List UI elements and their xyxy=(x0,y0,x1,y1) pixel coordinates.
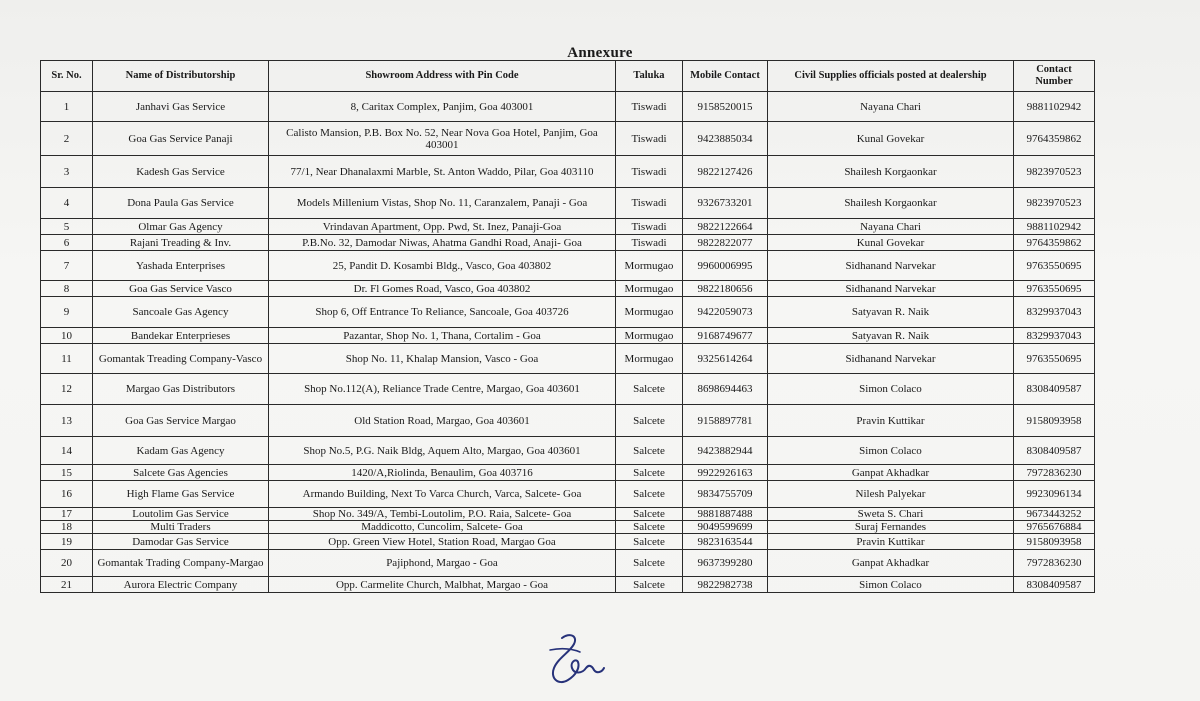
contact-cell: 8329937043 xyxy=(1014,328,1095,344)
contact-cell: 8329937043 xyxy=(1014,297,1095,328)
address-cell: Vrindavan Apartment, Opp. Pwd, St. Inez, Panaji-Goa xyxy=(269,219,616,235)
taluka-cell: Salcete xyxy=(616,437,683,465)
official-cell: Ganpat Akhadkar xyxy=(768,465,1014,481)
official-cell: Kunal Govekar xyxy=(768,235,1014,251)
sr-no-cell: 6 xyxy=(41,235,93,251)
mobile-cell: 9834755709 xyxy=(683,481,768,508)
distributorship-name-cell: Damodar Gas Service xyxy=(93,534,269,550)
table-row xyxy=(41,437,1095,465)
col-header-address: Showroom Address with Pin Code xyxy=(269,61,616,92)
contact-cell: 9823970523 xyxy=(1014,156,1095,188)
mobile-cell: 9422059073 xyxy=(683,297,768,328)
page-title: Annexure xyxy=(567,45,633,61)
official-cell: Nayana Chari xyxy=(768,219,1014,235)
taluka-cell: Salcete xyxy=(616,508,683,521)
taluka-cell: Tiswadi xyxy=(616,122,683,156)
address-cell: Maddicotto, Cuncolim, Salcete- Goa xyxy=(269,521,616,534)
table-row xyxy=(41,521,1095,534)
table-row xyxy=(41,405,1095,437)
table-row xyxy=(41,550,1095,577)
sr-no-cell: 9 xyxy=(41,297,93,328)
distributorship-name-cell: Salcete Gas Agencies xyxy=(93,465,269,481)
mobile-cell: 9822180656 xyxy=(683,281,768,297)
official-cell: Shailesh Korgaonkar xyxy=(768,188,1014,219)
taluka-cell: Mormugao xyxy=(616,281,683,297)
official-cell: Sweta S. Chari xyxy=(768,508,1014,521)
mobile-cell: 8698694463 xyxy=(683,374,768,405)
mobile-cell: 9822982738 xyxy=(683,577,768,593)
distributorship-name-cell: Multi Traders xyxy=(93,521,269,534)
taluka-cell: Tiswadi xyxy=(616,156,683,188)
table-row xyxy=(41,328,1095,344)
address-cell: Old Station Road, Margao, Goa 403601 xyxy=(269,405,616,437)
table-body xyxy=(41,92,1095,593)
col-header-taluka: Taluka xyxy=(616,61,683,92)
sr-no-cell: 10 xyxy=(41,328,93,344)
address-cell: Shop 6, Off Entrance To Reliance, Sancoale, Goa 403726 xyxy=(269,297,616,328)
sr-no-cell: 17 xyxy=(41,508,93,521)
sr-no-cell: 5 xyxy=(41,219,93,235)
sr-no-cell: 3 xyxy=(41,156,93,188)
official-cell: Sidhanand Narvekar xyxy=(768,281,1014,297)
official-cell: Sidhanand Narvekar xyxy=(768,344,1014,374)
address-cell: Opp. Carmelite Church, Malbhat, Margao - Goa xyxy=(269,577,616,593)
mobile-cell: 9960006995 xyxy=(683,251,768,281)
table-row xyxy=(41,156,1095,188)
official-cell: Ganpat Akhadkar xyxy=(768,550,1014,577)
official-cell: Simon Colaco xyxy=(768,577,1014,593)
taluka-cell: Salcete xyxy=(616,521,683,534)
mobile-cell: 9423885034 xyxy=(683,122,768,156)
address-cell: Calisto Mansion, P.B. Box No. 52, Near Nova Goa Hotel, Panjim, Goa 403001 xyxy=(269,122,616,156)
official-cell: Simon Colaco xyxy=(768,374,1014,405)
sr-no-cell: 1 xyxy=(41,92,93,122)
sr-no-cell: 7 xyxy=(41,251,93,281)
mobile-cell: 9823163544 xyxy=(683,534,768,550)
mobile-cell: 9049599699 xyxy=(683,521,768,534)
address-cell: Shop No. 11, Khalap Mansion, Vasco - Goa xyxy=(269,344,616,374)
table-row xyxy=(41,577,1095,593)
col-header-sr-no: Sr. No. xyxy=(41,61,93,92)
mobile-cell: 9158520015 xyxy=(683,92,768,122)
contact-cell: 7972836230 xyxy=(1014,550,1095,577)
mobile-cell: 9881887488 xyxy=(683,508,768,521)
sr-no-cell: 13 xyxy=(41,405,93,437)
taluka-cell: Salcete xyxy=(616,465,683,481)
table-row xyxy=(41,465,1095,481)
address-cell: Dr. Fl Gomes Road, Vasco, Goa 403802 xyxy=(269,281,616,297)
distributorship-name-cell: Loutolim Gas Service xyxy=(93,508,269,521)
official-cell: Kunal Govekar xyxy=(768,122,1014,156)
distributorship-name-cell: Goa Gas Service Panaji xyxy=(93,122,269,156)
contact-cell: 9673443252 xyxy=(1014,508,1095,521)
distributorship-name-cell: Sancoale Gas Agency xyxy=(93,297,269,328)
taluka-cell: Tiswadi xyxy=(616,188,683,219)
taluka-cell: Mormugao xyxy=(616,344,683,374)
table-row xyxy=(41,297,1095,328)
official-cell: Satyavan R. Naik xyxy=(768,297,1014,328)
mobile-cell: 9637399280 xyxy=(683,550,768,577)
contact-cell: 7972836230 xyxy=(1014,465,1095,481)
address-cell: Opp. Green View Hotel, Station Road, Margao Goa xyxy=(269,534,616,550)
contact-cell: 9823970523 xyxy=(1014,188,1095,219)
taluka-cell: Salcete xyxy=(616,550,683,577)
contact-cell: 9763550695 xyxy=(1014,251,1095,281)
official-cell: Sidhanand Narvekar xyxy=(768,251,1014,281)
address-cell: 1420/A,Riolinda, Benaulim, Goa 403716 xyxy=(269,465,616,481)
address-cell: P.B.No. 32, Damodar Niwas, Ahatma Gandhi Road, Anaji- Goa xyxy=(269,235,616,251)
contact-cell: 8308409587 xyxy=(1014,437,1095,465)
col-header-official: Civil Supplies officials posted at dealership xyxy=(768,61,1014,92)
distributorship-name-cell: High Flame Gas Service xyxy=(93,481,269,508)
distributorship-name-cell: Gomantak Treading Company-Vasco xyxy=(93,344,269,374)
distributorship-name-cell: Margao Gas Distributors xyxy=(93,374,269,405)
sr-no-cell: 18 xyxy=(41,521,93,534)
col-header-name: Name of Distributorship xyxy=(93,61,269,92)
sr-no-cell: 2 xyxy=(41,122,93,156)
distributorship-name-cell: Goa Gas Service Margao xyxy=(93,405,269,437)
table-header-row xyxy=(41,61,1095,92)
official-cell: Pravin Kuttikar xyxy=(768,534,1014,550)
table-row xyxy=(41,374,1095,405)
table-row xyxy=(41,344,1095,374)
sr-no-cell: 12 xyxy=(41,374,93,405)
sr-no-cell: 20 xyxy=(41,550,93,577)
table-row xyxy=(41,219,1095,235)
address-cell: Pajiphond, Margao - Goa xyxy=(269,550,616,577)
mobile-cell: 9922926163 xyxy=(683,465,768,481)
mobile-cell: 9822127426 xyxy=(683,156,768,188)
sr-no-cell: 16 xyxy=(41,481,93,508)
contact-cell: 9764359862 xyxy=(1014,122,1095,156)
sr-no-cell: 19 xyxy=(41,534,93,550)
taluka-cell: Tiswadi xyxy=(616,219,683,235)
distributorship-name-cell: Dona Paula Gas Service xyxy=(93,188,269,219)
taluka-cell: Mormugao xyxy=(616,297,683,328)
distributorship-name-cell: Goa Gas Service Vasco xyxy=(93,281,269,297)
table-row xyxy=(41,188,1095,219)
mobile-cell: 9423882944 xyxy=(683,437,768,465)
sr-no-cell: 15 xyxy=(41,465,93,481)
table-row xyxy=(41,281,1095,297)
distributorship-name-cell: Olmar Gas Agency xyxy=(93,219,269,235)
official-cell: Nilesh Palyekar xyxy=(768,481,1014,508)
mobile-cell: 9326733201 xyxy=(683,188,768,219)
contact-cell: 9881102942 xyxy=(1014,219,1095,235)
address-cell: 25, Pandit D. Kosambi Bldg., Vasco, Goa 403802 xyxy=(269,251,616,281)
signature-image xyxy=(540,628,610,693)
table-row xyxy=(41,122,1095,156)
sr-no-cell: 14 xyxy=(41,437,93,465)
contact-cell: 9765676884 xyxy=(1014,521,1095,534)
mobile-cell: 9158897781 xyxy=(683,405,768,437)
distributorship-name-cell: Kadam Gas Agency xyxy=(93,437,269,465)
taluka-cell: Salcete xyxy=(616,374,683,405)
distributorship-name-cell: Aurora Electric Company xyxy=(93,577,269,593)
address-cell: Models Millenium Vistas, Shop No. 11, Caranzalem, Panaji - Goa xyxy=(269,188,616,219)
taluka-cell: Salcete xyxy=(616,534,683,550)
distributorship-name-cell: Bandekar Enterprieses xyxy=(93,328,269,344)
contact-cell: 9764359862 xyxy=(1014,235,1095,251)
taluka-cell: Salcete xyxy=(616,481,683,508)
table-row xyxy=(41,92,1095,122)
address-cell: 8, Caritax Complex, Panjim, Goa 403001 xyxy=(269,92,616,122)
contact-cell: 9763550695 xyxy=(1014,344,1095,374)
contact-cell: 9158093958 xyxy=(1014,405,1095,437)
taluka-cell: Tiswadi xyxy=(616,235,683,251)
address-cell: Shop No.5, P.G. Naik Bldg, Aquem Alto, Margao, Goa 403601 xyxy=(269,437,616,465)
col-header-mobile: Mobile Contact xyxy=(683,61,768,92)
table-row xyxy=(41,534,1095,550)
official-cell: Simon Colaco xyxy=(768,437,1014,465)
contact-cell: 9763550695 xyxy=(1014,281,1095,297)
distributorship-name-cell: Yashada Enterprises xyxy=(93,251,269,281)
table-row xyxy=(41,481,1095,508)
contact-cell: 8308409587 xyxy=(1014,374,1095,405)
official-cell: Satyavan R. Naik xyxy=(768,328,1014,344)
official-cell: Shailesh Korgaonkar xyxy=(768,156,1014,188)
taluka-cell: Tiswadi xyxy=(616,92,683,122)
address-cell: 77/1, Near Dhanalaxmi Marble, St. Anton Waddo, Pilar, Goa 403110 xyxy=(269,156,616,188)
official-cell: Suraj Fernandes xyxy=(768,521,1014,534)
sr-no-cell: 11 xyxy=(41,344,93,374)
mobile-cell: 9325614264 xyxy=(683,344,768,374)
sr-no-cell: 4 xyxy=(41,188,93,219)
taluka-cell: Salcete xyxy=(616,577,683,593)
taluka-cell: Salcete xyxy=(616,405,683,437)
col-header-contact: Contact Number xyxy=(1014,61,1095,92)
contact-cell: 9158093958 xyxy=(1014,534,1095,550)
address-cell: Pazantar, Shop No. 1, Thana, Cortalim - Goa xyxy=(269,328,616,344)
mobile-cell: 9822822077 xyxy=(683,235,768,251)
distributors-table xyxy=(40,60,1095,593)
contact-cell: 9923096134 xyxy=(1014,481,1095,508)
official-cell: Nayana Chari xyxy=(768,92,1014,122)
taluka-cell: Mormugao xyxy=(616,328,683,344)
address-cell: Armando Building, Next To Varca Church, Varca, Salcete- Goa xyxy=(269,481,616,508)
contact-cell: 8308409587 xyxy=(1014,577,1095,593)
table-row xyxy=(41,235,1095,251)
distributorship-name-cell: Rajani Treading & Inv. xyxy=(93,235,269,251)
address-cell: Shop No.112(A), Reliance Trade Centre, Margao, Goa 403601 xyxy=(269,374,616,405)
mobile-cell: 9168749677 xyxy=(683,328,768,344)
table-row xyxy=(41,508,1095,521)
taluka-cell: Mormugao xyxy=(616,251,683,281)
mobile-cell: 9822122664 xyxy=(683,219,768,235)
official-cell: Pravin Kuttikar xyxy=(768,405,1014,437)
contact-cell: 9881102942 xyxy=(1014,92,1095,122)
distributorship-name-cell: Kadesh Gas Service xyxy=(93,156,269,188)
sr-no-cell: 21 xyxy=(41,577,93,593)
distributorship-name-cell: Janhavi Gas Service xyxy=(93,92,269,122)
address-cell: Shop No. 349/A, Tembi-Loutolim, P.O. Raia, Salcete- Goa xyxy=(269,508,616,521)
sr-no-cell: 8 xyxy=(41,281,93,297)
table-row xyxy=(41,251,1095,281)
distributorship-name-cell: Gomantak Trading Company-Margao xyxy=(93,550,269,577)
